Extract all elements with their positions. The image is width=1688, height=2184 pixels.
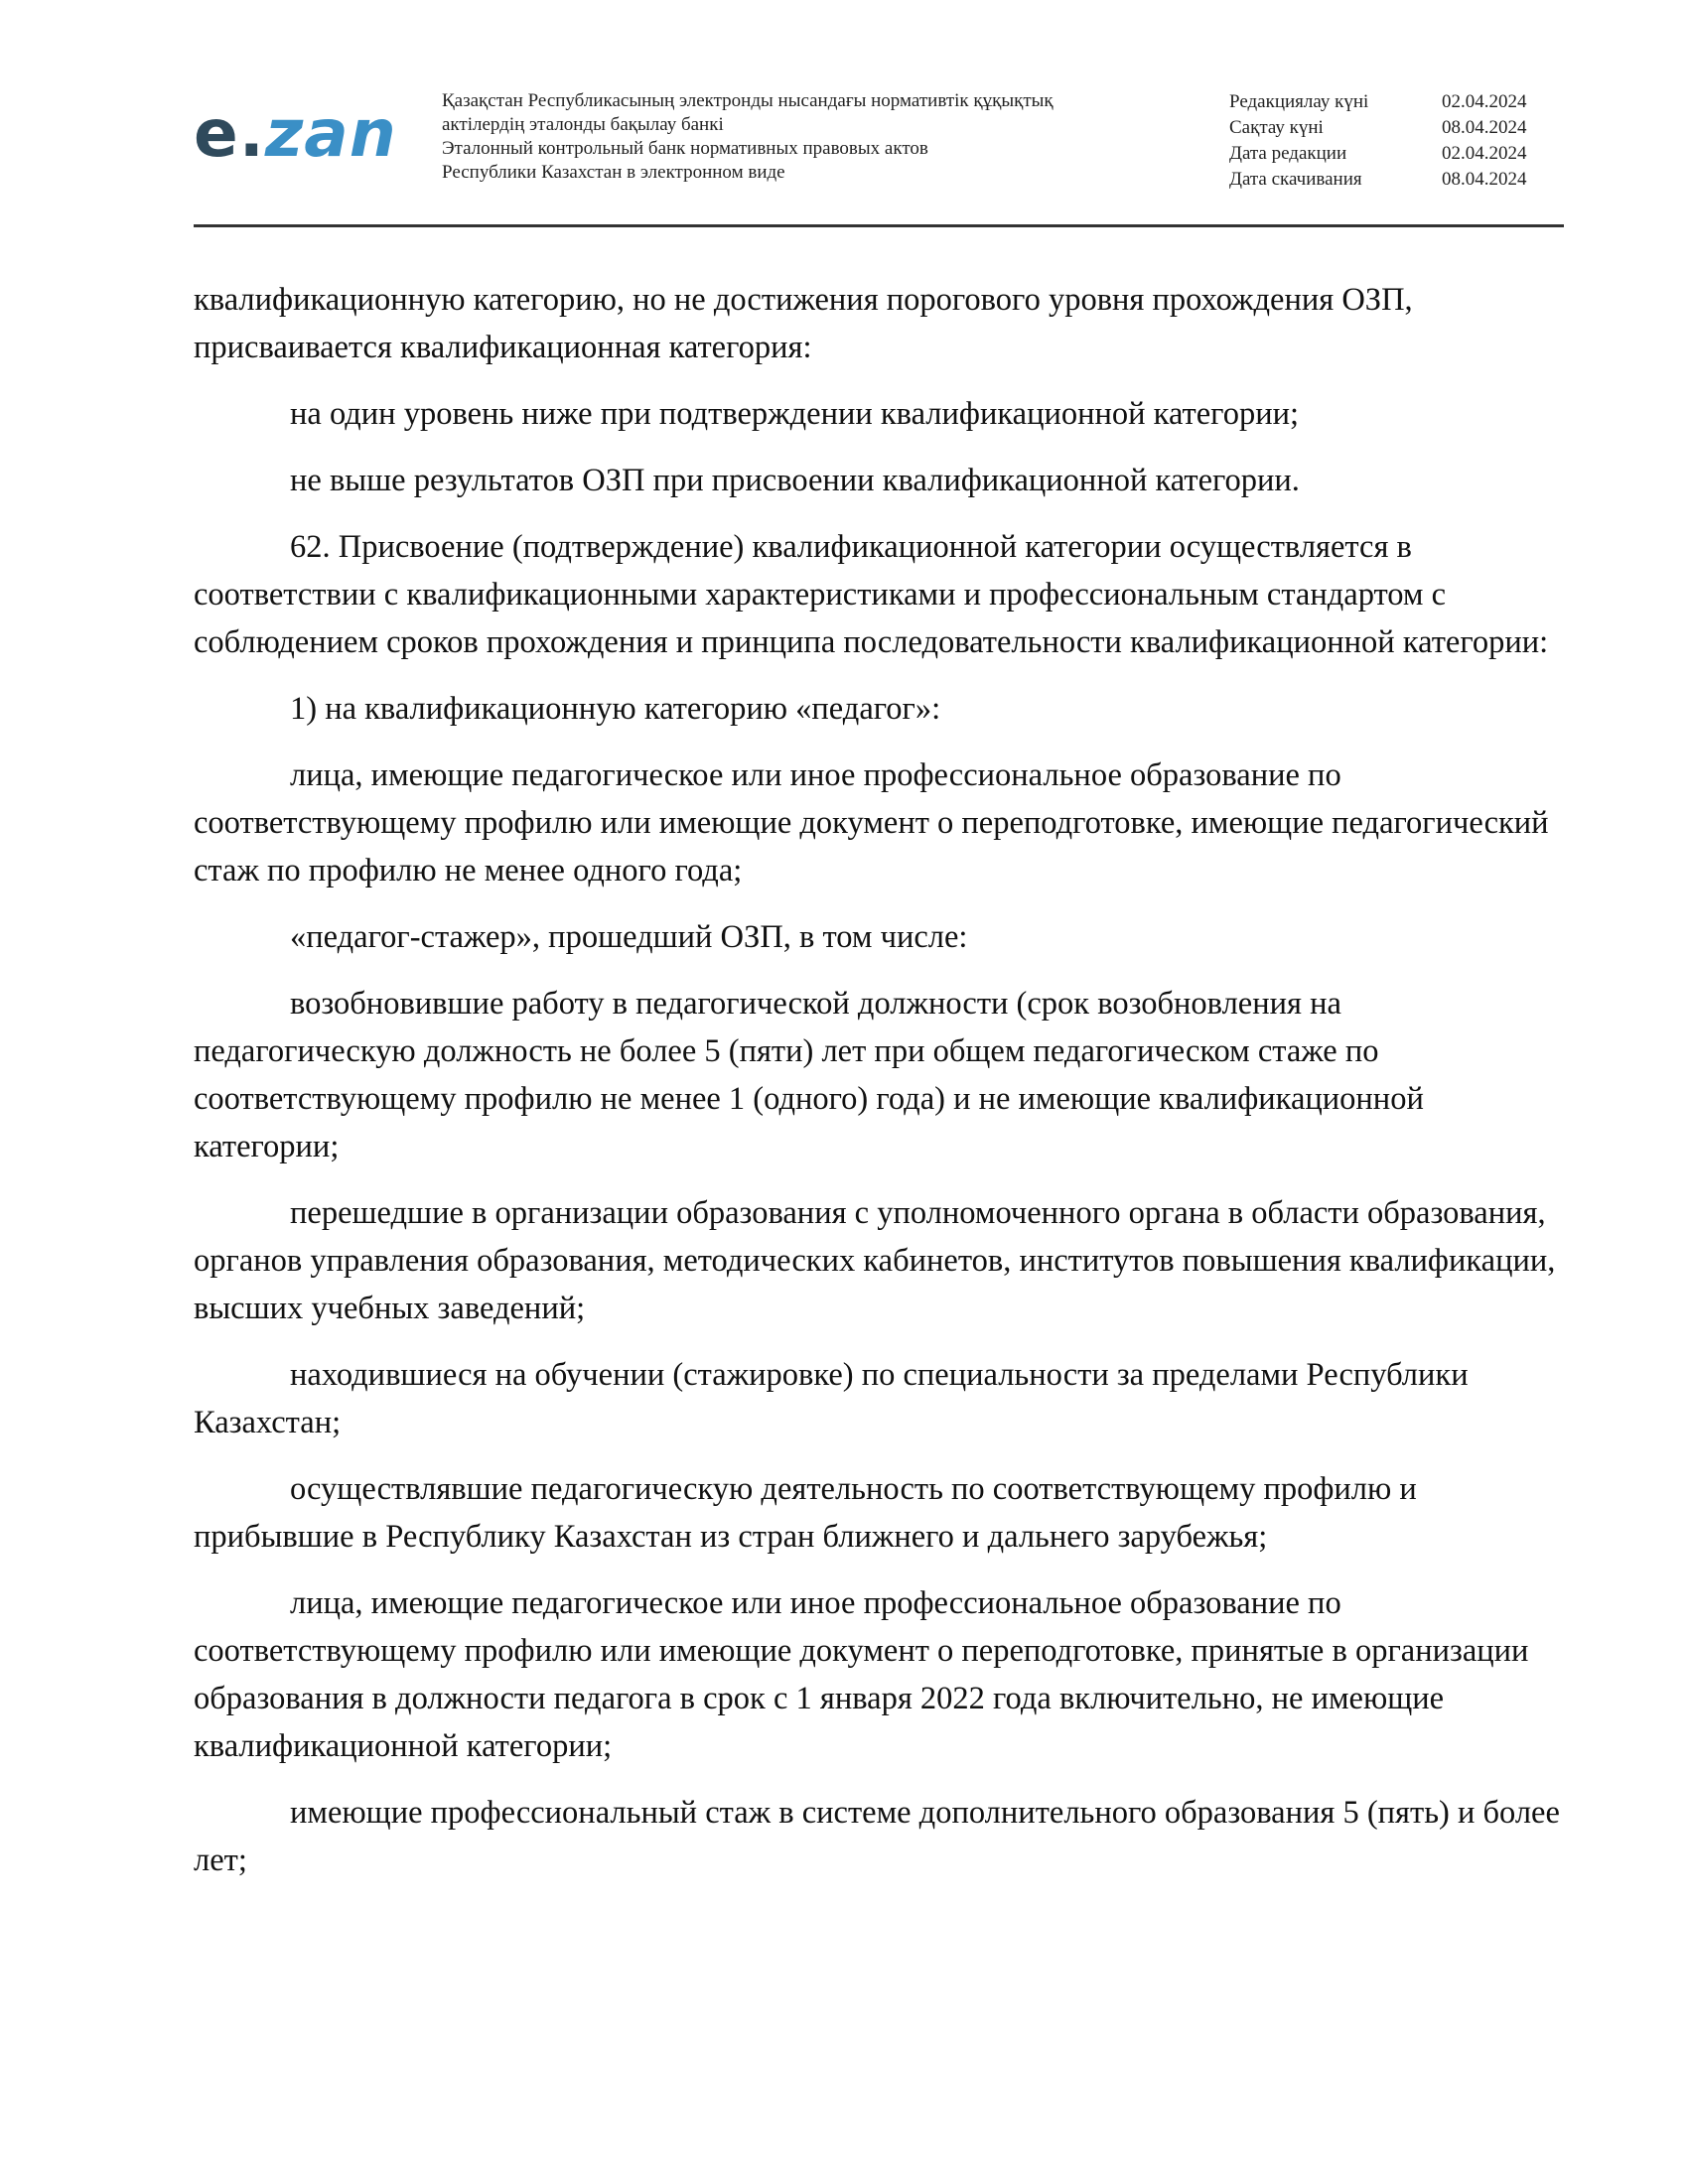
paragraph: имеющие профессиональный стаж в системе дополнительного образования 5 (пять) и более лет; (194, 1795, 1560, 1878)
date-value: 08.04.2024 (1442, 169, 1527, 190)
date-value: 02.04.2024 (1442, 91, 1527, 112)
paragraph: 1) на квалификационную категорию «педагог»: (290, 691, 941, 727)
paragraph: находившиеся на обучении (стажировке) по специальности за пределами Республики Казахстан; (194, 1357, 1469, 1440)
document-header (194, 85, 1564, 195)
date-label: Сақтау күні (1229, 117, 1324, 138)
paragraph: осуществлявшие педагогическую деятельность по соответствующему профилю и прибывшие в Республику Казахстан из стран ближнего и дальнего зарубежья; (194, 1471, 1417, 1555)
logo-zan: zan (264, 95, 397, 172)
date-row-edit-ru (1229, 141, 1564, 167)
date-value: 08.04.2024 (1442, 117, 1527, 138)
bank-title-line: Республики Казахстан в электронном виде (442, 162, 785, 183)
paragraph: возобновившие работу в педагогической должности (срок возобновления на педагогическую должность не более 5 (пяти) лет при общем педагогическом стаже по соответствующему профилю не менее 1 (одного) года) и не имеющие квалификационной категории; (194, 986, 1424, 1164)
paragraph: перешедшие в организации образования с уполномоченного органа в области образования, органов управления образования, методических кабинетов, институтов повышения квалификации, высших учебных заведений; (194, 1195, 1556, 1326)
date-label: Дата редакции (1229, 143, 1347, 164)
date-label: Редакциялау күні (1229, 91, 1369, 112)
date-row-edit-kz (1229, 89, 1564, 115)
paragraph: 62. Присвоение (подтверждение) квалификационной категории осуществляется в соответствии с квалификационными характеристиками и профессиональным стандартом с соблюдением сроков прохождения и принципа последовательности квалификационной категории: (194, 529, 1549, 660)
paragraph: на один уровень ниже при подтверждении квалификационной категории; (290, 396, 1300, 432)
bank-title-line: актілердің эталонды бақылау банкі (442, 114, 724, 135)
paragraph: квалификационную категорию, но не достижения порогового уровня прохождения ОЗП, присваивается квалификационная категория: (194, 282, 1413, 365)
header-divider (194, 224, 1564, 227)
logo-e: e (194, 95, 239, 172)
date-label: Дата скачивания (1229, 169, 1362, 190)
paragraph: «педагог-стажер», прошедший ОЗП, в том числе: (290, 919, 968, 955)
date-row-save-kz (1229, 115, 1564, 141)
date-value: 02.04.2024 (1442, 143, 1527, 164)
ezan-logo (194, 95, 397, 172)
logo-dot: . (238, 95, 265, 172)
bank-title-line: Эталонный контрольный банк нормативных правовых актов (442, 138, 928, 159)
paragraph: лица, имеющие педагогическое или иное профессиональное образование по соответствующему профилю или имеющие документ о переподготовке, имеющие педагогический стаж по профилю не менее одного года; (194, 757, 1549, 888)
paragraph: лица, имеющие педагогическое или иное профессиональное образование по соответствующему профилю или имеющие документ о переподготовке, принятые в организации образования в должности педагога в срок с 1 января 2022 года включительно, не имеющие квалификационной категории; (194, 1585, 1529, 1764)
bank-title (442, 89, 1054, 185)
bank-title-line: Қазақстан Республикасының электронды нысандағы нормативтік құқықтық (442, 90, 1054, 111)
document-body (194, 276, 1564, 1903)
paragraph: не выше результатов ОЗП при присвоении квалификационной категории. (290, 463, 1300, 498)
date-row-download-ru (1229, 167, 1564, 193)
date-table (1229, 89, 1564, 193)
